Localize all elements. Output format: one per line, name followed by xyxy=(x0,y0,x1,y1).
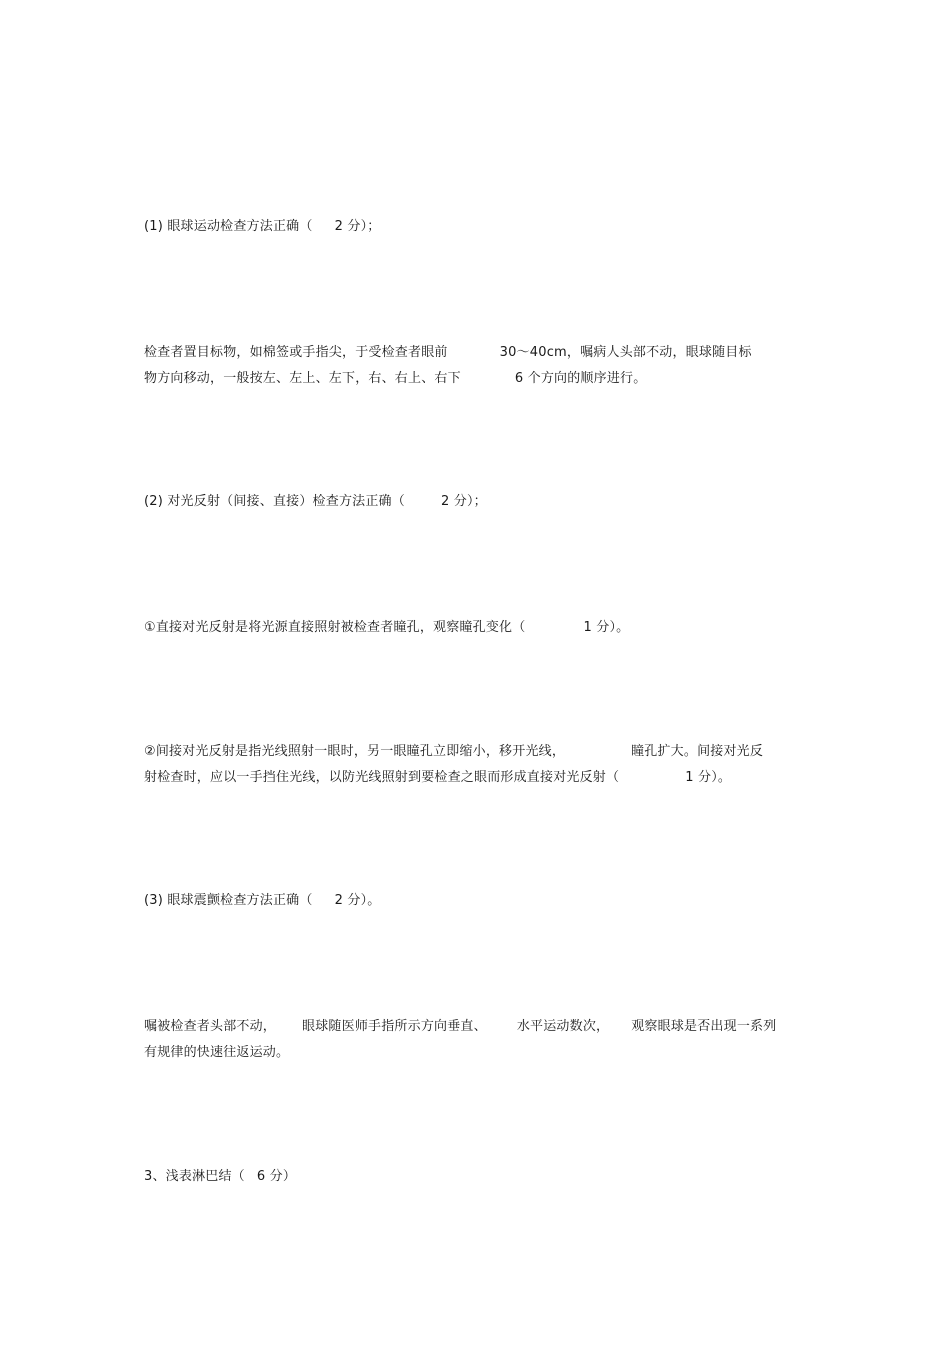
section-2-heading xyxy=(144,489,487,515)
section-2-item-2-line-2 xyxy=(144,765,731,791)
section-3-heading xyxy=(144,888,380,914)
section-1-heading-text: (1) 眼球运动检查方法正确（ xyxy=(144,219,313,234)
section-1-paragraph-line-2 xyxy=(144,366,646,392)
section-1-paragraph-text: 6 个方向的顺序进行。 xyxy=(514,371,647,386)
section-3-paragraph-text: 水平运动数次， xyxy=(516,1019,610,1034)
section-3-paragraph-text: 嘱被检查者头部不动， xyxy=(144,1019,277,1034)
section-4-heading-text: 3、浅表淋巴结（ xyxy=(144,1169,245,1184)
section-2-item-2-score: 1 分）。 xyxy=(685,770,732,785)
section-3-paragraph-line-1 xyxy=(144,1014,776,1040)
section-2-item-2-line-1 xyxy=(144,739,763,765)
section-2-item-1 xyxy=(144,615,629,641)
section-3-paragraph-text: 观察眼球是否出现一系列 xyxy=(631,1019,777,1034)
section-1-paragraph-line-1 xyxy=(144,340,752,366)
section-3-paragraph-text: 有规律的快速往返运动。 xyxy=(144,1045,290,1060)
section-3-heading-score: 2 分）。 xyxy=(334,893,381,908)
section-2-item-2-text: 瞳孔扩大。间接对光反 xyxy=(631,744,764,759)
section-3-paragraph-line-2 xyxy=(144,1040,289,1066)
section-4-heading xyxy=(144,1164,296,1190)
section-2-item-1-score: 1 分）。 xyxy=(583,620,630,635)
section-3-heading-text: (3) 眼球震颤检查方法正确（ xyxy=(144,893,313,908)
section-1-heading xyxy=(144,214,380,240)
section-1-paragraph-text: 检查者置目标物，如棉签或手指尖，于受检查者眼前 xyxy=(144,345,448,360)
section-1-paragraph-text: 物方向移动，一般按左、左上、左下，右、右上、右下 xyxy=(144,371,461,386)
section-3-paragraph-text: 眼球随医师手指所示方向垂直、 xyxy=(302,1019,487,1034)
section-2-heading-text: (2) 对光反射（间接、直接）检查方法正确（ xyxy=(144,494,405,509)
section-2-item-2-text: ②间接对光反射是指光线照射一眼时，另一眼瞳孔立即缩小，移开光线， xyxy=(144,744,566,759)
section-4-heading-score: 6 分） xyxy=(256,1169,297,1184)
section-2-item-1-text: ①直接对光反射是将光源直接照射被检查者瞳孔，观察瞳孔变化（ xyxy=(144,620,526,635)
section-1-paragraph-text: 30～40cm，嘱病人头部不动，眼球随目标 xyxy=(499,345,752,360)
section-2-item-2-text: 射检查时，应以一手挡住光线，以防光线照射到要检查之眼而形成直接对光反射（ xyxy=(144,770,620,785)
section-1-heading-score: 2 分）； xyxy=(334,219,381,234)
section-2-heading-score: 2 分）； xyxy=(440,494,487,509)
